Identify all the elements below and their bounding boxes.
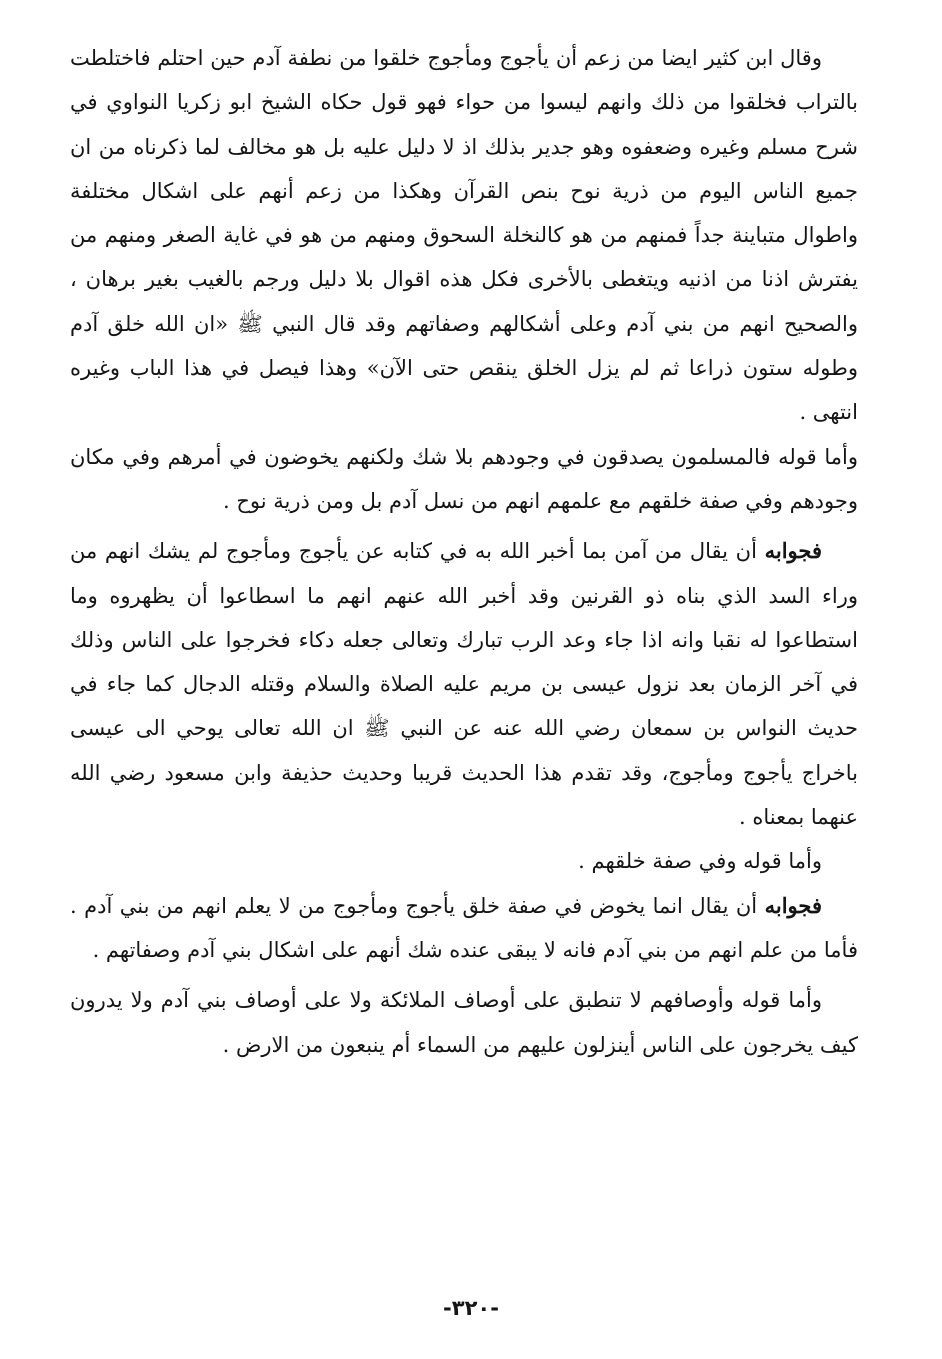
paragraph-muslims-believe xyxy=(70,435,858,524)
paragraph-text: وأما قوله وأوصافهم لا تنطبق على أوصاف الملائكة ولا على أوصاف بني آدم ولا يدرون كيف يخرجون على الناس أينزلون عليهم من السماء أم ينبعون من الارض . xyxy=(70,988,858,1057)
paragraph-creation-form xyxy=(70,839,858,883)
paragraph-text: أن يقال انما يخوض في صفة خلق يأجوج ومأجوج من لا يعلم انهم من بني آدم . فأما من علم انهم من بني آدم فانه لا يبقى عنده شك أنهم على اشكال بني آدم وصفاتهم . xyxy=(70,893,858,962)
page-body xyxy=(70,36,858,1067)
paragraph-lead-word: فجوابه xyxy=(764,538,822,564)
paragraph-text: أن يقال من آمن بما أخبر الله به في كتابه عن يأجوج ومأجوج لم يشك انهم من وراء السد الذي بناه ذو القرنين وقد أخبر الله عنهم انهم ما اسطاعوا أن يظهروه وما استطاعوا له نقبا وانه اذا جاء وعد الرب تبارك وتعالى جعله دكاء فخرجوا على الناس وذلك في آخر الزمان بعد نزول عيسى بن مريم عليه الصلاة والسلام وقتله الدجال كما جاء في حديث النواس بن سمعان رضي الله عنه عن النبي ﷺ ان الله تعالى يوحي الى عيسى باخراج يأجوج ومأجوج، وقد تقدم هذا الحديث قريبا وحديث حذيفة وابن مسعود رضي الله عنهما بمعناه . xyxy=(70,539,858,830)
page-number: -٣٢٠- xyxy=(443,1296,499,1320)
paragraph-descriptions xyxy=(70,978,858,1067)
paragraph-text: وقال ابن كثير ايضا من زعم أن يأجوج ومأجوج خلقوا من نطفة آدم حين احتلم فاختلطت بالتراب فخلقوا من ذلك وانهم ليسوا من حواء فهو قول حكاه الشيخ ابو زكريا النواوي في شرح مسلم وغيره وضعفوه وهو جدير بذلك اذ لا دليل عليه بل هو مخالف لما ذكرناه من ان جميع الناس اليوم من ذرية نوح بنص القرآن وهكذا من زعم أنهم على اشكال مختلفة واطوال متباينة جداً فمنهم من هو كالنخلة السحوق ومنهم من هو في غاية الصغر ومنهم من يفترش اذنا من اذنيه ويتغطى بالأخرى فكل هذه اقوال بلا دليل ورجم بالغيب بغير برهان ، والصحيح انهم من بني آدم وعلى أشكالهم وصفاتهم وقد قال النبي ﷺ «ان الله خلق آدم وطوله ستون ذراعا ثم لم يزل الخلق ينقص حتى الآن» وهذا فيصل في هذا الباب وغيره انتهى . xyxy=(70,46,859,425)
paragraph-answer-creation xyxy=(70,884,858,973)
paragraph-answer-sadd xyxy=(70,529,858,839)
paragraph-text: وأما قوله فالمسلمون يصدقون في وجودهم بلا شك ولكنهم يخوضون في أمرهم وفي مكان وجودهم وفي صفة خلقهم مع علمهم انهم من نسل آدم بل ومن ذرية نوح . xyxy=(70,444,858,513)
paragraph-lead-word: فجوابه xyxy=(764,892,822,918)
paragraph-text: وأما قوله وفي صفة خلقهم . xyxy=(578,849,822,874)
paragraph-ibn-kathir-quote xyxy=(70,36,858,435)
